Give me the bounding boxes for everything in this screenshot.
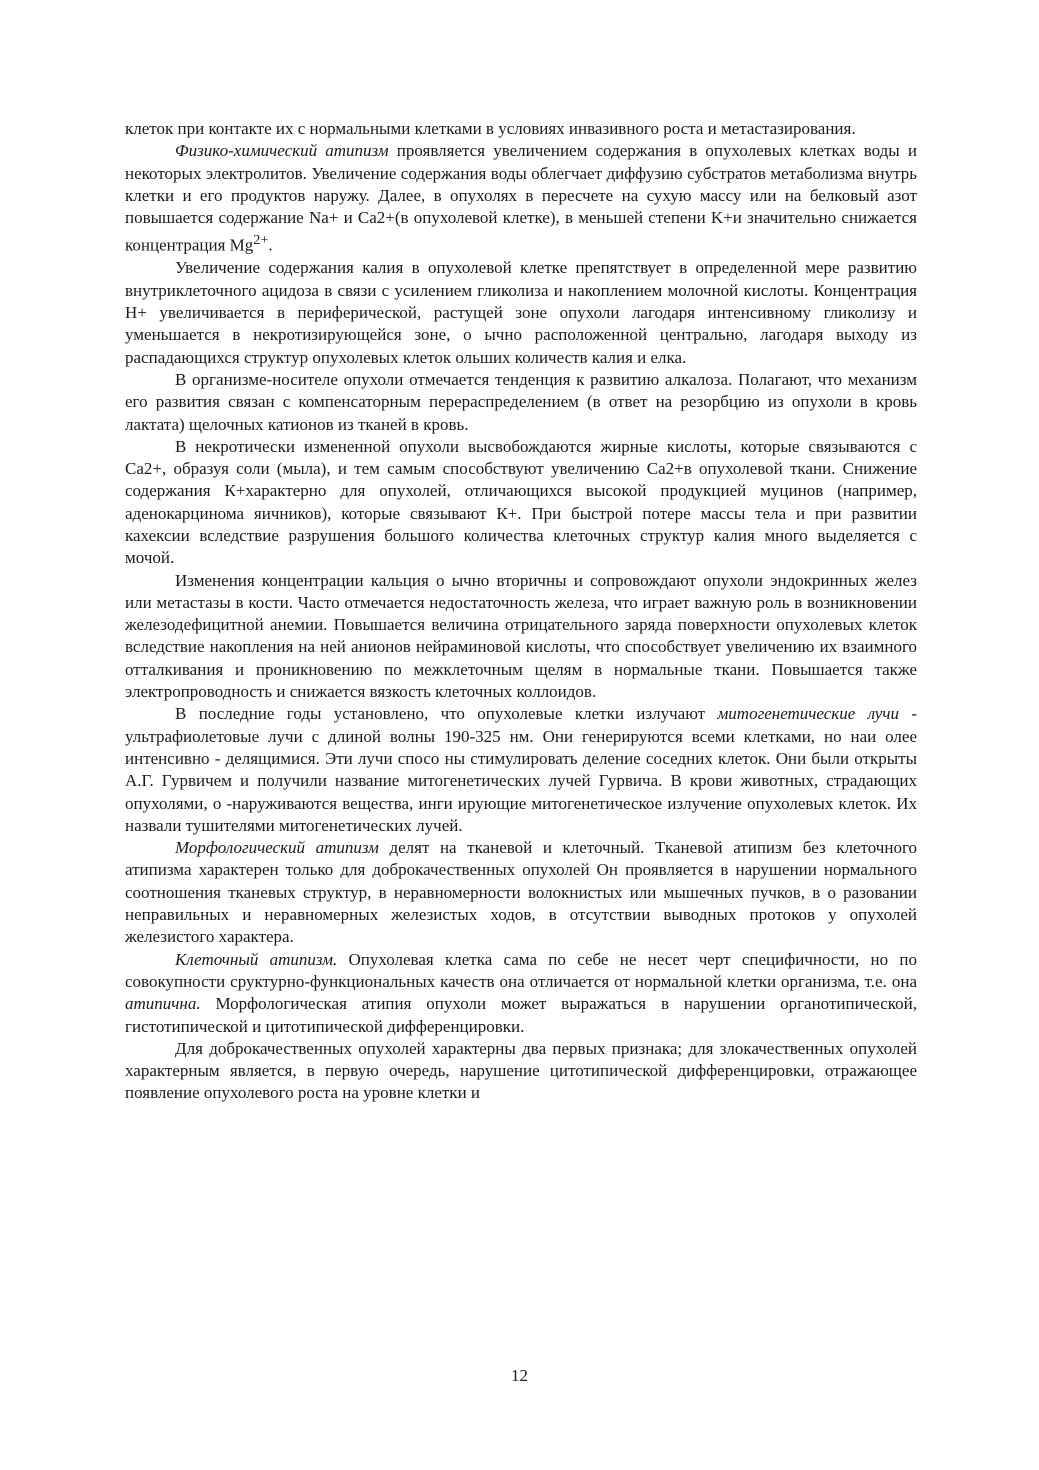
- paragraph-text: Опухолевая клетка сама по себе не несет черт специфичности, но по совокупности сруктурно-функциональных качеств она отличается от нормальной клетки организма, т.е. она: [125, 949, 917, 991]
- paragraph-text: клеток при контакте их с нормальными клетками в условиях инвазивного роста и метастазирования.: [125, 119, 856, 138]
- paragraph-text: Увеличение содержания калия в опухолевой клетке препятствует в определенной мере развитию внутриклеточного ацидоза в связи с усилением гликолиза и накоплением молочной кислоты. Концентрация Н+ увеличивается в периферической, растущей зоне опухоли лагодаря интенсивному гликолизу и уменьшается в некротизирующейся зоне, о ычно расположенной центрально, лагодаря выходу из распадающихся структур опухолевых клеток ольших количеств калия и елка.: [125, 258, 917, 367]
- term-italic: Клеточный атипизм.: [175, 949, 338, 969]
- paragraph-text: Для доброкачественных опухолей характерны два первых признака; для злокачественных опухолей характерным является, в первую очередь, нарушение цитотипической дифференцировки, отражающее появление опухолевого роста на уровне клетки и: [125, 1038, 917, 1103]
- paragraph-text: Изменения концентрации кальция о ычно вторичны и сопровождают опухоли эндокринных желез или метастазы в кости. Часто отмечается недостаточность железа, что играет важную роль в возникновении железодефицитной анемии. Повышается величина отрицательного заряда поверхности опухолевых клеток вследствие накопления на ней анионов нейраминовой кислоты, что способствует увеличению их взаимного отталкивания и проникновению по межклеточным щелям в нормальные ткани. Повышается также электропроводность и снижается вязкость клеточных коллоидов.: [125, 570, 917, 702]
- paragraph-text: - ультрафиолетовые лучи с длиной волны 190-325 нм. Они генерируются всеми клетками, но наи олее интенсивно - делящимися. Эти лучи спосо ны стимулировать деление соседних клеток. Они были открыты А.Г. Гурвичем и получили название митогенетических лучей Гурвича. В крови животных, страдающих опухолями, о -наруживаются вещества, инги ирующие митогенетическое излучение опухолевых клеток. Их назвали тушителями митогенетических лучей.: [125, 704, 917, 835]
- paragraph-4: [125, 436, 917, 570]
- paragraph-text: .: [268, 236, 273, 256]
- paragraph-text: Морфологическая атипия опухоли может выражаться в нарушении органотипической, гистотипической и цитотипической дифференцировки.: [125, 994, 917, 1036]
- paragraph-6: [125, 703, 917, 837]
- term-italic: митогенетические лучи: [717, 704, 899, 724]
- paragraph-1: [125, 140, 917, 257]
- paragraph-text: В некротически измененной опухоли высвобождаются жирные кислоты, которые связываются с Са2+, образуя соли (мыла), и тем самым способствуют увеличению Са2+в опухолевой ткани. Снижение содержания К+характерно для опухолей, отличающихся высокой продукцией муцинов (например, аденокарцинома яичников), которые связывают К+. При быстрой потере массы тела и при развитии кахексии вследствие разрушения большого количества клеточных структур калия много выделяется с мочой.: [125, 436, 917, 568]
- paragraph-9: [125, 1038, 917, 1105]
- paragraph-0: [125, 118, 917, 140]
- paragraph-text: В организме-носителе опухоли отмечается тенденция к развитию алкалоза. Полагают, что механизм его развития связан с компенсаторным перераспределением (в ответ на резорбцию из опухоли в кровь лактата) щелочных катионов из тканей в кровь.: [125, 369, 917, 434]
- superscript: 2+: [253, 232, 269, 249]
- paragraph-7: [125, 837, 917, 948]
- paragraph-5: [125, 570, 917, 704]
- term-italic: Морфологический атипизм: [175, 838, 379, 858]
- paragraph-text: делят на тканевой и клеточный. Тканевой атипизм без клеточного атипизма характерен только для доброкачественных опухолей Он проявляется в нарушении нормального соотношения тканевых структур, в неравномерности волокнистых или мышечных пучков, в о разовании неправильных и неравномерных железистых ходов, в отсутствии выводных протоков у опухолей железистого характера.: [125, 838, 918, 947]
- paragraph-8: [125, 949, 917, 1038]
- page-number: 12: [511, 1366, 528, 1385]
- paragraph-text: проявляется увеличением содержания в опухолевых клетках воды и некоторых электролитов. Увеличение содержания воды облегчает диффузию субстратов метаболизма внутрь клетки и его продуктов наружу. Далее, в опухолях в пересчете на сухую массу или на белковый азот повышается содержание Na+ и Ca2+(в опухолевой клетке), в меньшей степени K+и значительно снижается концентрация Mg: [125, 141, 917, 256]
- term-italic: Физико-химический атипизм: [175, 141, 389, 161]
- page-body: [125, 118, 917, 1105]
- paragraph-text: В последние годы установлено, что опухолевые клетки излучают: [175, 704, 718, 724]
- paragraph-2: [125, 257, 917, 368]
- paragraph-3: [125, 369, 917, 436]
- term-italic: атипична.: [125, 994, 201, 1014]
